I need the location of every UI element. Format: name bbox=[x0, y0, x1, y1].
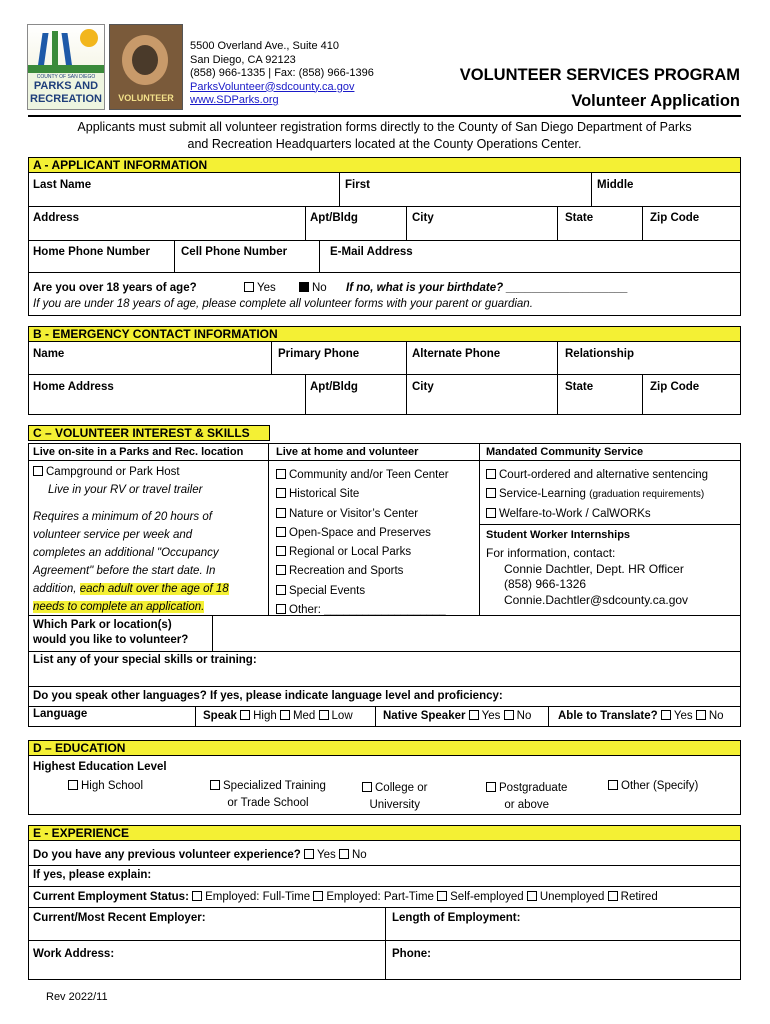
no-text: No bbox=[351, 849, 367, 861]
hs-text: High School bbox=[81, 780, 144, 792]
low-text: Low bbox=[331, 710, 353, 722]
yes-text: Yes bbox=[317, 849, 336, 861]
checkbox-icon[interactable] bbox=[469, 710, 479, 720]
length-label: Length of Employment: bbox=[392, 912, 521, 924]
option-text: Open-Space and Preserves bbox=[289, 526, 431, 539]
checkbox-icon[interactable] bbox=[276, 585, 286, 595]
option-historical[interactable] bbox=[276, 485, 449, 504]
college-text-1: College or bbox=[375, 782, 428, 794]
revision-label: Rev 2022/11 bbox=[46, 991, 108, 1003]
student-contact-email[interactable]: Connie.Dachtler@sdcounty.ca.gov bbox=[504, 592, 689, 607]
student-contact-name: Connie Dachtler, Dept. HR Officer bbox=[504, 561, 684, 576]
option-text: Special Events bbox=[289, 584, 366, 597]
skills-label: List any of your special skills or training: bbox=[33, 654, 257, 666]
checkbox-icon[interactable] bbox=[304, 849, 314, 859]
explain-label: If yes, please explain: bbox=[33, 869, 152, 881]
option-text: Nature or Visitor’s Center bbox=[289, 507, 419, 520]
checkbox-icon[interactable] bbox=[276, 604, 286, 614]
birthdate-prompt: If no, what is your birthdate? ___________________ bbox=[346, 282, 628, 294]
checkbox-icon[interactable] bbox=[280, 710, 290, 720]
rv-note: Live in your RV or travel trailer bbox=[48, 484, 203, 496]
logo-recreation-text: RECREATION bbox=[30, 93, 102, 105]
email-link[interactable]: ParksVolunteer@sdcounty.ca.gov bbox=[190, 80, 355, 93]
option-service-learning[interactable] bbox=[486, 485, 708, 504]
no-text: No bbox=[312, 282, 327, 294]
website-link[interactable]: www.SDParks.org bbox=[190, 94, 279, 106]
section-a-body bbox=[28, 172, 741, 316]
campground-text: Campground or Park Host bbox=[46, 466, 180, 478]
option-text: Other: ___________________ bbox=[289, 604, 446, 617]
section-c-header: C – VOLUNTEER INTEREST & SKILLS bbox=[28, 425, 270, 441]
option-events[interactable] bbox=[276, 582, 449, 601]
option-text: Community and/or Teen Center bbox=[289, 469, 449, 481]
campground-option[interactable] bbox=[33, 466, 180, 478]
ec-city-label: City bbox=[412, 381, 434, 393]
option-openspace[interactable] bbox=[276, 524, 449, 543]
yes-text: Yes bbox=[673, 710, 693, 722]
section-a-header: A - APPLICANT INFORMATION bbox=[28, 157, 741, 173]
checkbox-icon[interactable] bbox=[276, 565, 286, 575]
sun-icon bbox=[80, 29, 98, 47]
checkbox-icon[interactable] bbox=[504, 710, 514, 720]
zip-label: Zip Code bbox=[650, 212, 700, 224]
checkbox-icon[interactable] bbox=[696, 710, 706, 720]
requires-note bbox=[33, 508, 263, 616]
status-fulltime: Employed: Full-Time bbox=[205, 891, 311, 903]
high-text: High bbox=[253, 710, 277, 722]
requires-line-2: volunteer service per week and bbox=[33, 529, 193, 541]
col-home-header: Live at home and volunteer bbox=[276, 446, 419, 458]
mandated-list bbox=[486, 466, 708, 524]
option-regional[interactable] bbox=[276, 543, 449, 562]
section-b-header: B - EMERGENCY CONTACT INFORMATION bbox=[28, 326, 741, 342]
form-subtitle: Volunteer Application bbox=[571, 92, 740, 110]
middle-name-label: Middle bbox=[597, 179, 634, 191]
other-text: Other (Specify) bbox=[621, 780, 699, 792]
ec-name-label: Name bbox=[33, 348, 65, 360]
address-line-1: 5500 Overland Ave., Suite 410 bbox=[190, 40, 340, 52]
checkbox-icon[interactable] bbox=[608, 780, 618, 790]
checkbox-icon[interactable] bbox=[276, 469, 286, 479]
checkbox-icon[interactable] bbox=[486, 488, 496, 498]
checkbox-icon[interactable] bbox=[527, 891, 537, 901]
ec-alternate-phone-label: Alternate Phone bbox=[412, 348, 501, 360]
edu-highschool[interactable] bbox=[68, 780, 143, 792]
ec-primary-phone-label: Primary Phone bbox=[278, 348, 360, 360]
which-park-line-1: Which Park or location(s) bbox=[33, 619, 172, 631]
post-text-1: Postgraduate bbox=[499, 782, 568, 794]
native-options bbox=[383, 710, 531, 722]
col-mandated-header: Mandated Community Service bbox=[486, 446, 644, 458]
student-info-line-1: For information, contact: bbox=[486, 546, 616, 560]
over18-no[interactable] bbox=[299, 282, 327, 294]
checkbox-icon[interactable] bbox=[276, 527, 286, 537]
home-volunteer-list bbox=[276, 466, 449, 620]
prev-experience bbox=[33, 849, 367, 861]
email-label: E-Mail Address bbox=[330, 246, 413, 258]
checkbox-icon[interactable] bbox=[33, 466, 43, 476]
post-text-2: or above bbox=[504, 799, 550, 811]
intro-text bbox=[28, 119, 741, 153]
option-recreation[interactable] bbox=[276, 562, 449, 581]
ec-zip-label: Zip Code bbox=[650, 381, 700, 393]
checkbox-icon[interactable] bbox=[437, 891, 447, 901]
ec-state-label: State bbox=[565, 381, 594, 393]
edu-postgraduate[interactable] bbox=[486, 780, 567, 814]
college-text-2: University bbox=[369, 799, 420, 811]
edu-specialized[interactable] bbox=[210, 778, 326, 812]
language-label: Language bbox=[33, 708, 88, 720]
status-label: Current Employment Status: bbox=[33, 891, 189, 903]
ec-apt-label: Apt/Bldg bbox=[310, 381, 358, 393]
requires-line-1: Requires a minimum of 20 hours of bbox=[33, 511, 212, 523]
special-text-2: or Trade School bbox=[227, 797, 309, 809]
option-court[interactable] bbox=[486, 466, 708, 485]
translate-options bbox=[558, 710, 724, 722]
under18-note: If you are under 18 years of age, please complete all volunteer forms with your parent or guardian. bbox=[33, 298, 533, 310]
first-name-label: First bbox=[345, 179, 370, 191]
employment-status bbox=[33, 891, 658, 903]
checkbox-icon[interactable] bbox=[276, 508, 286, 518]
checkbox-icon[interactable] bbox=[319, 710, 329, 720]
option-nature[interactable] bbox=[276, 505, 449, 524]
requires-line-3: completes an additional "Occupancy bbox=[33, 547, 219, 559]
checkbox-icon[interactable] bbox=[240, 710, 250, 720]
student-info bbox=[486, 546, 688, 608]
native-label: Native Speaker bbox=[383, 710, 466, 722]
work-phone-label: Phone: bbox=[392, 948, 431, 960]
checkbox-icon[interactable] bbox=[608, 891, 618, 901]
highlight-adult: each adult over the age of 18 bbox=[79, 583, 229, 595]
checkbox-icon[interactable] bbox=[486, 782, 496, 792]
apt-label: Apt/Bldg bbox=[310, 212, 358, 224]
section-b-body bbox=[28, 341, 741, 415]
intro-line-2: and Recreation Headquarters located at the County Operations Center. bbox=[187, 137, 582, 151]
option-text: Service-Learning bbox=[499, 488, 586, 501]
last-name-label: Last Name bbox=[33, 179, 92, 191]
work-address-label: Work Address: bbox=[33, 948, 115, 960]
which-park-line-2: would you like to volunteer? bbox=[33, 634, 189, 646]
option-text: Recreation and Sports bbox=[289, 565, 404, 578]
logo-parks-text: PARKS AND bbox=[33, 80, 99, 92]
employer-label: Current/Most Recent Employer: bbox=[33, 912, 206, 924]
special-text-1: Specialized Training bbox=[223, 780, 326, 792]
prev-question: Do you have any previous volunteer experience? bbox=[33, 849, 301, 861]
logo-volunteer-text: VOLUNTEER bbox=[118, 93, 174, 103]
ec-home-address-label: Home Address bbox=[33, 381, 114, 393]
checkbox-icon[interactable] bbox=[244, 282, 254, 292]
state-label: State bbox=[565, 212, 594, 224]
col-onsite-header: Live on-site in a Parks and Rec. location bbox=[33, 446, 244, 458]
option-text: Regional or Local Parks bbox=[289, 546, 412, 559]
speak-options bbox=[203, 710, 353, 722]
student-header: Student Worker Internships bbox=[486, 529, 631, 541]
checkbox-icon[interactable] bbox=[486, 469, 496, 479]
org-address bbox=[190, 40, 374, 108]
checkbox-icon[interactable] bbox=[192, 891, 202, 901]
translate-label: Able to Translate? bbox=[558, 710, 658, 722]
section-d-header: D – EDUCATION bbox=[28, 740, 741, 756]
logo-county-text: COUNTY OF SAN DIEGO bbox=[36, 74, 96, 80]
status-retired: Retired bbox=[620, 891, 658, 903]
status-unemployed: Unemployed bbox=[539, 891, 605, 903]
yes-text: Yes bbox=[481, 710, 501, 722]
med-text: Med bbox=[292, 710, 316, 722]
no-text: No bbox=[516, 710, 532, 722]
checkbox-icon[interactable] bbox=[362, 782, 372, 792]
address-line-2: San Diego, CA 92123 bbox=[190, 53, 296, 66]
highlight-application: needs to complete an application. bbox=[33, 601, 205, 613]
edu-college[interactable] bbox=[362, 780, 427, 814]
checkbox-icon[interactable] bbox=[661, 710, 671, 720]
speak-label: Speak bbox=[203, 710, 237, 722]
status-self: Self-employed bbox=[450, 891, 524, 903]
highest-education-label: Highest Education Level bbox=[33, 761, 167, 773]
checkbox-icon[interactable] bbox=[313, 891, 323, 901]
option-text: Welfare-to-Work / CalWORKs bbox=[499, 507, 651, 520]
city-label: City bbox=[412, 212, 434, 224]
cell-phone-label: Cell Phone Number bbox=[181, 246, 288, 258]
parks-logo bbox=[27, 24, 105, 110]
phone-fax: (858) 966-1335 | Fax: (858) 966-1396 bbox=[190, 67, 374, 79]
option-text: Court-ordered and alternative sentencing bbox=[499, 469, 709, 481]
checkbox-icon[interactable] bbox=[339, 849, 349, 859]
address-label: Address bbox=[33, 212, 80, 224]
intro-line-1: Applicants must submit all volunteer registration forms directly to the County of San Diego Department of Parks bbox=[77, 120, 692, 134]
requires-line-4: Agreement" before the start date. In bbox=[33, 565, 216, 577]
status-parttime: Employed: Part-Time bbox=[326, 891, 434, 903]
requires-line-5: addition, bbox=[33, 583, 77, 595]
option-community[interactable] bbox=[276, 466, 449, 485]
student-contact-phone: (858) 966-1326 bbox=[504, 577, 587, 591]
checkbox-icon[interactable] bbox=[68, 780, 78, 790]
option-text: Historical Site bbox=[289, 488, 360, 501]
checkbox-checked-icon[interactable] bbox=[299, 282, 309, 292]
checkbox-icon[interactable] bbox=[486, 508, 496, 518]
option-other[interactable] bbox=[276, 601, 449, 620]
edu-other[interactable] bbox=[608, 780, 698, 792]
option-welfare[interactable] bbox=[486, 505, 708, 524]
checkbox-icon[interactable] bbox=[276, 488, 286, 498]
over18-question: Are you over 18 years of age? bbox=[33, 282, 197, 294]
no-text: No bbox=[708, 710, 724, 722]
yes-text: Yes bbox=[257, 282, 276, 294]
volunteer-logo bbox=[109, 24, 183, 110]
ec-relationship-label: Relationship bbox=[565, 348, 635, 360]
languages-question: Do you speak other languages? If yes, please indicate language level and proficiency: bbox=[33, 690, 503, 702]
checkbox-icon[interactable] bbox=[210, 780, 220, 790]
form-title: VOLUNTEER SERVICES PROGRAM bbox=[459, 66, 740, 84]
grad-req-text: (graduation requirements) bbox=[589, 489, 705, 501]
home-phone-label: Home Phone Number bbox=[33, 246, 150, 258]
over18-yes[interactable] bbox=[244, 282, 276, 294]
checkbox-icon[interactable] bbox=[276, 546, 286, 556]
which-park-label bbox=[33, 618, 188, 648]
section-e-header: E - EXPERIENCE bbox=[28, 825, 741, 841]
